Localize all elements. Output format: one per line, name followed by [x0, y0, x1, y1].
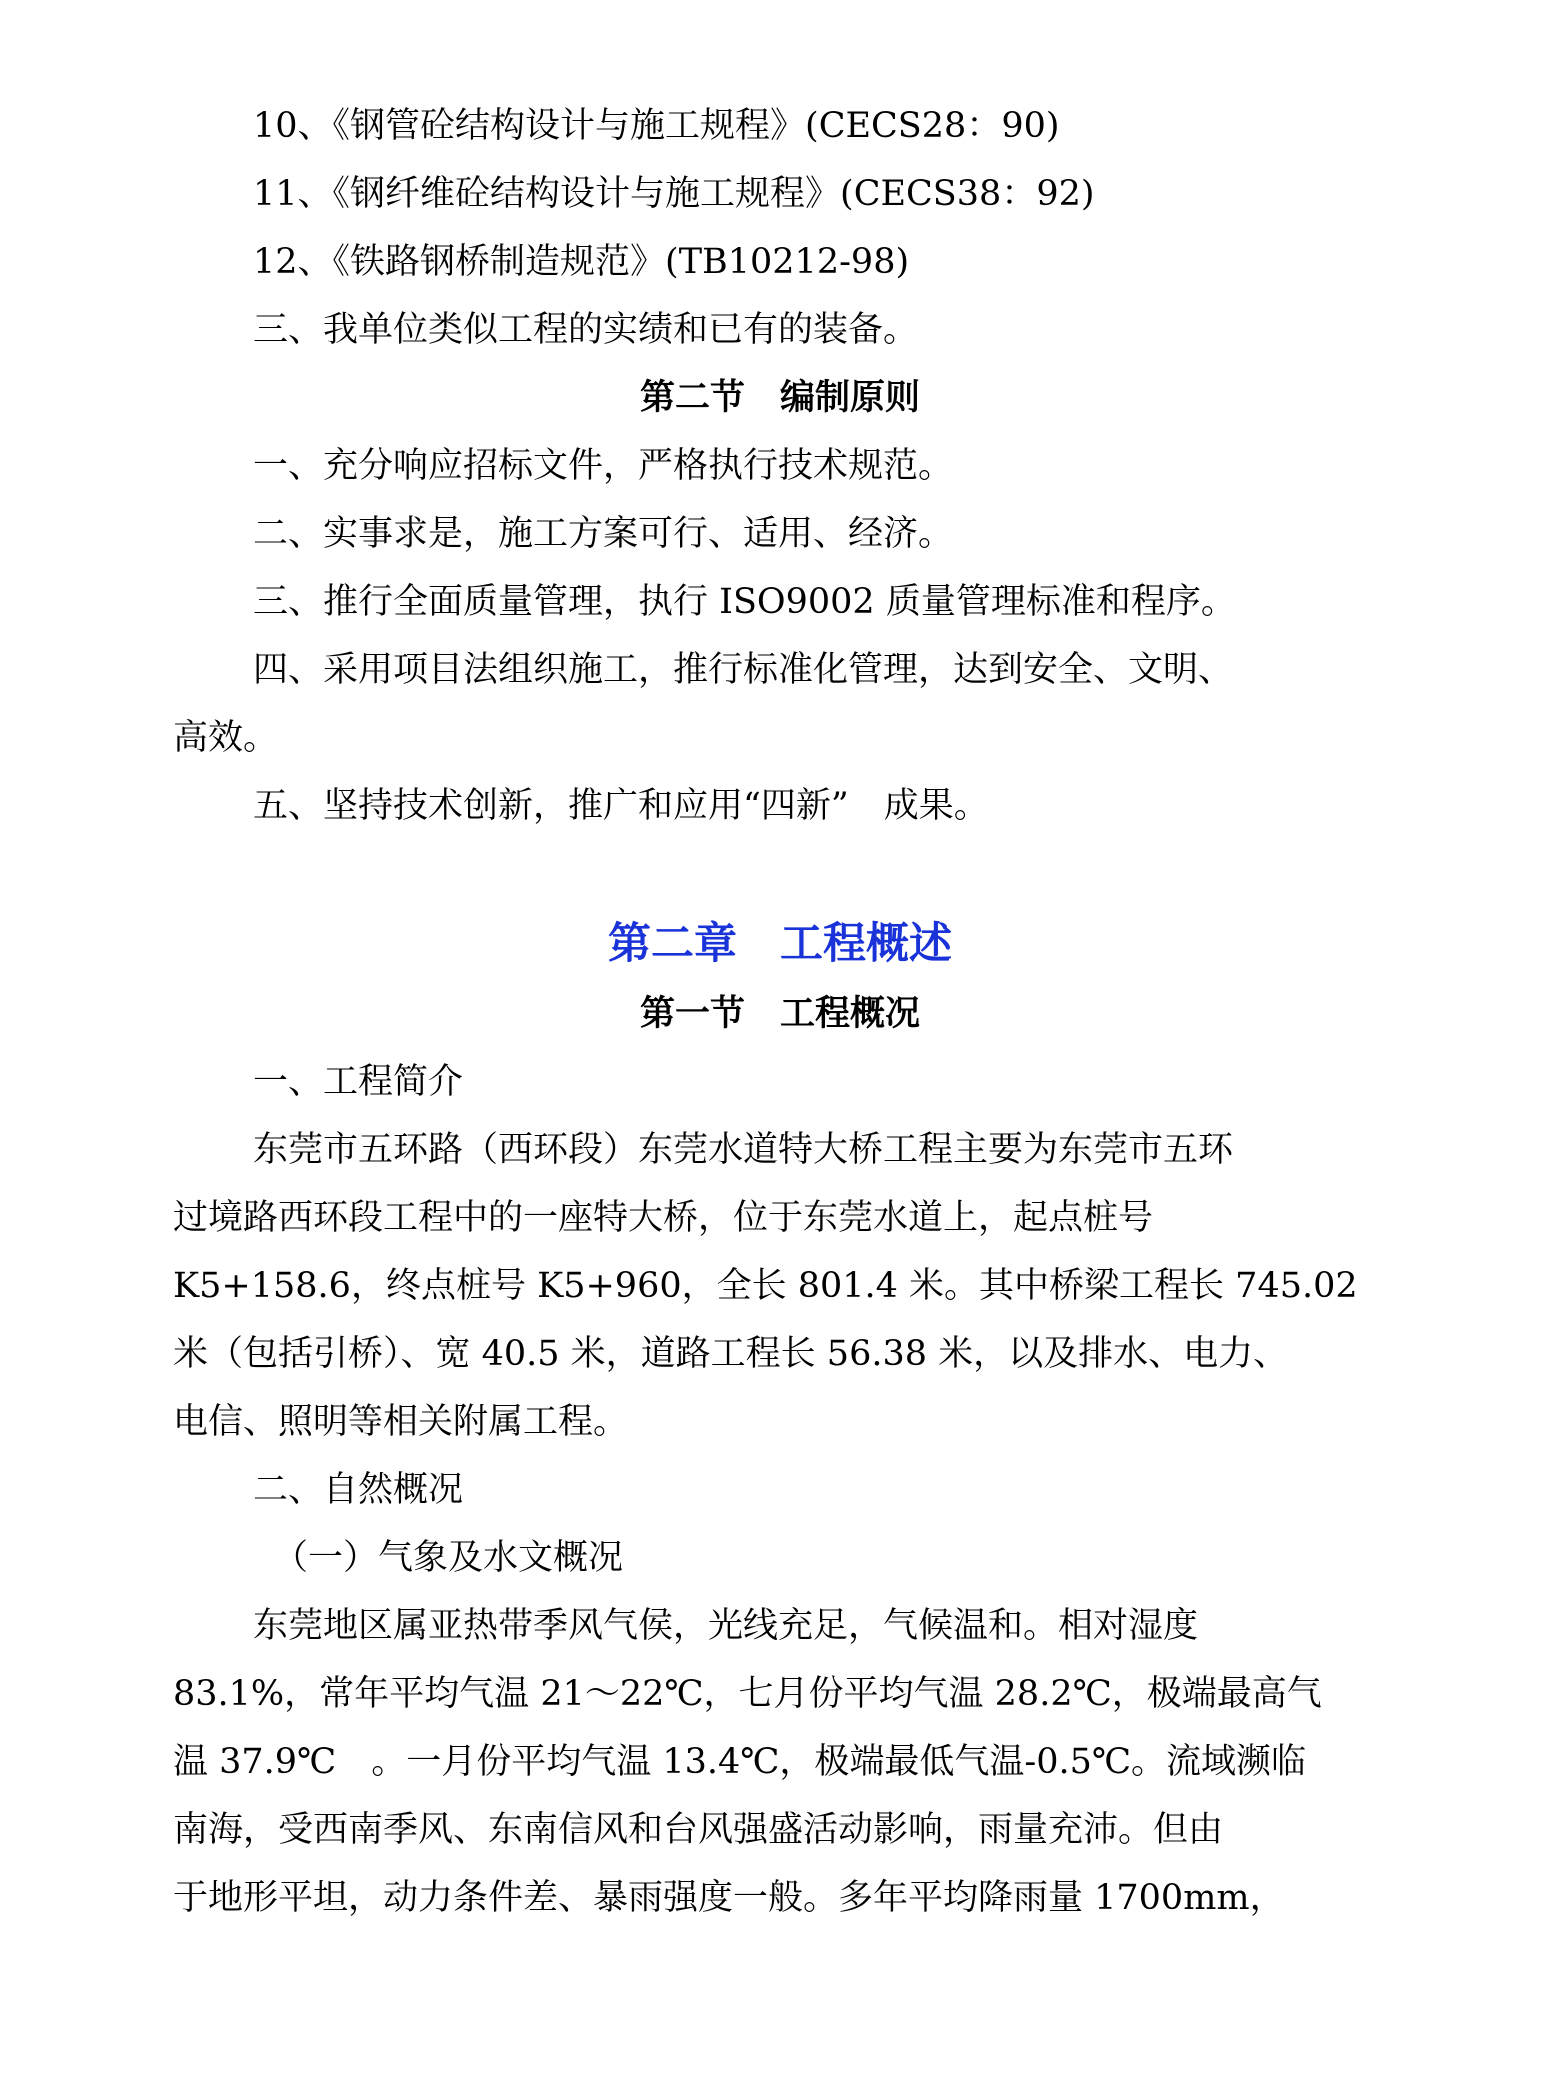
subheading-natural-conditions: 二、自然概况	[253, 1470, 464, 1510]
paragraph-line: 于地形平坦，动力条件差、暴雨强度一般。多年平均降雨量 1700mm，	[173, 1878, 1285, 1918]
paragraph-line: 米（包括引桥）、宽 40.5 米，道路工程长 56.38 米，以及排水、电力、	[173, 1334, 1289, 1374]
paragraph-line: 83.1%，常年平均气温 21～22℃，七月份平均气温 28.2℃，极端最高气	[173, 1674, 1322, 1714]
paragraph-line: K5+158.6，终点桩号 K5+960，全长 801.4 米。其中桥梁工程长 745.02	[173, 1266, 1358, 1306]
subheading-project-intro: 一、工程简介	[253, 1062, 464, 1102]
principle-item: 三、推行全面质量管理，执行 ISO9002 质量管理标准和程序。	[253, 582, 1236, 622]
reference-item-10: 10、《钢管砼结构设计与施工规程》(CECS28：90)	[253, 106, 1060, 146]
paragraph-line: 过境路西环段工程中的一座特大桥，位于东莞水道上，起点桩号	[173, 1198, 1154, 1238]
principle-item: 五、坚持技术创新，推广和应用“四新” 成果。	[253, 786, 989, 826]
principle-item: 四、采用项目法组织施工，推行标准化管理，达到安全、文明、	[253, 650, 1234, 690]
paragraph-line: 温 37.9℃ 。一月份平均气温 13.4℃，极端最低气温-0.5℃。流域濒临	[173, 1742, 1307, 1782]
section-title-project-overview: 第一节 工程概况	[639, 993, 920, 1034]
paragraph-line: 东莞地区属亚热带季风气侯，光线充足，气候温和。相对湿度	[253, 1606, 1199, 1646]
reference-item-11: 11、《钢纤维砼结构设计与施工规程》(CECS38：92)	[253, 174, 1095, 214]
subheading-climate-hydrology: （一）气象及水文概况	[273, 1538, 624, 1578]
paragraph-line: 南海，受西南季风、东南信风和台风强盛活动影响，雨量充沛。但由	[173, 1810, 1224, 1850]
reference-item-12: 12、《铁路钢桥制造规范》(TB10212-98)	[253, 242, 910, 282]
reference-item-experience: 三、我单位类似工程的实绩和已有的装备。	[253, 310, 919, 350]
principle-item-continuation: 高效。	[173, 718, 279, 758]
paragraph-line: 东莞市五环路（西环段）东莞水道特大桥工程主要为东莞市五环	[253, 1130, 1234, 1170]
section-title-compilation-principles: 第二节 编制原则	[639, 377, 920, 418]
principle-item: 二、实事求是，施工方案可行、适用、经济。	[253, 514, 954, 554]
chapter-title: 第二章 工程概述	[608, 919, 952, 969]
paragraph-line: 电信、照明等相关附属工程。	[173, 1402, 629, 1442]
principle-item: 一、充分响应招标文件，严格执行技术规范。	[253, 446, 954, 486]
